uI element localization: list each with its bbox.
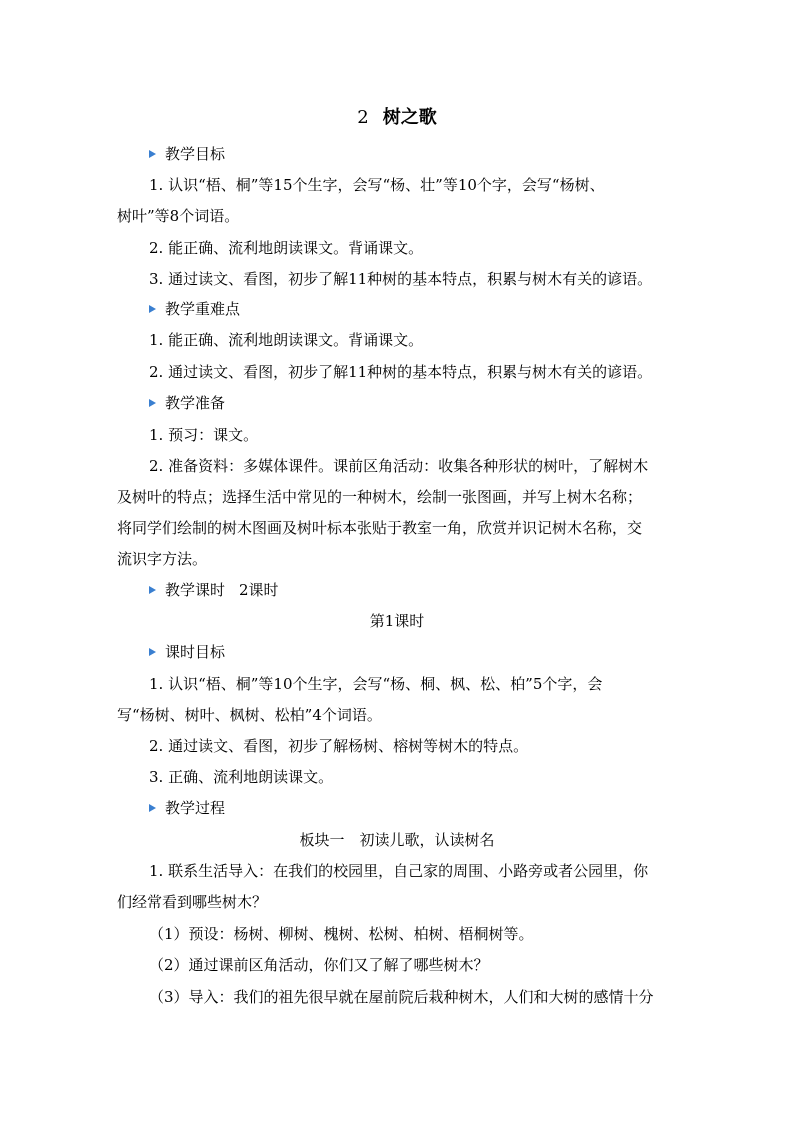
key-point-2: 2. 通过读文、看图，初步了解11种树的基本特点，积累与树木有关的谚语。 <box>149 363 653 381</box>
lesson-goal-3: 3. 正确、流利地朗读课文。 <box>149 768 334 786</box>
triangle-bullet-icon <box>149 399 156 407</box>
section-preparation <box>149 392 225 414</box>
process-step-1-line-1: 1. 联系生活导入：在我们的校园里，自己家的周围、小路旁或者公园里，你 <box>149 862 649 880</box>
goal-2: 2. 能正确、流利地朗读课文。背诵课文。 <box>149 239 424 257</box>
section-lesson-goals-label: 课时目标 <box>165 643 226 661</box>
prep-2-line-1: 2. 准备资料：多媒体课件。课前区角活动：收集各种形状的树叶，了解树木 <box>149 457 649 475</box>
goal-3: 3. 通过读文、看图，初步了解11种树的基本特点，积累与树木有关的谚语。 <box>149 270 653 288</box>
prep-2-line-2: 及树叶的特点；选择生活中常见的一种树木，绘制一张图画，并写上树木名称； <box>117 488 643 506</box>
triangle-bullet-icon <box>149 305 156 313</box>
triangle-bullet-icon <box>149 586 156 594</box>
lesson-1-heading: 第1课时 <box>369 612 425 630</box>
triangle-bullet-icon <box>149 804 156 812</box>
triangle-bullet-icon <box>149 150 156 158</box>
section-goals <box>149 143 225 165</box>
section-key-points <box>149 298 240 320</box>
section-process <box>149 797 225 819</box>
section-goals-label: 教学目标 <box>165 145 226 163</box>
section-hours <box>149 579 279 601</box>
key-point-1: 1. 能正确、流利地朗读课文。背诵课文。 <box>149 331 424 349</box>
section-key-points-label: 教学重难点 <box>165 300 241 318</box>
goal-1-line-2: 树叶”等8个词语。 <box>117 207 240 225</box>
title-number: 2 <box>357 107 369 128</box>
prep-2-line-3: 将同学们绘制的树木图画及树叶标本张贴于教室一角，欣赏并识记树木名称，交 <box>117 519 643 537</box>
block-1-heading: 板块一 初读儿歌，认读树名 <box>299 831 495 849</box>
page-title <box>0 106 794 130</box>
section-preparation-label: 教学准备 <box>165 394 226 412</box>
lesson-goal-1-line-2: 写“杨树、树叶、枫树、松柏”4个词语。 <box>117 706 382 724</box>
lesson-goal-2: 2. 通过读文、看图，初步了解杨树、榕树等树木的特点。 <box>149 737 529 755</box>
lesson-goal-1-line-1: 1. 认识“梧、桐”等10个生字，会写“杨、桐、枫、松、柏”5个字，会 <box>149 675 603 693</box>
prep-2-line-4: 流识字方法。 <box>117 550 208 568</box>
process-step-1-line-2: 们经常看到哪些树木？ <box>117 893 268 911</box>
section-lesson-goals <box>149 641 225 663</box>
section-process-label: 教学过程 <box>165 799 226 817</box>
process-step-1-sub-3: （3）导入：我们的祖先很早就在屋前院后栽种树木，人们和大树的感情十分 <box>149 988 654 1006</box>
process-step-1-sub-1: （1）预设：杨树、柳树、槐树、松树、柏树、梧桐树等。 <box>149 925 534 943</box>
triangle-bullet-icon <box>149 648 156 656</box>
process-step-1-sub-2: （2）通过课前区角活动，你们又了解了哪些树木？ <box>149 956 489 974</box>
prep-1: 1. 预习：课文。 <box>149 426 259 444</box>
section-hours-label: 教学课时 <box>165 581 226 599</box>
section-hours-value: 2课时 <box>239 581 279 599</box>
goal-1-line-1: 1. 认识“梧、桐”等15个生字，会写“杨、壮”等10个字，会写“杨树、 <box>149 176 605 194</box>
title-text: 树之歌 <box>382 107 437 128</box>
